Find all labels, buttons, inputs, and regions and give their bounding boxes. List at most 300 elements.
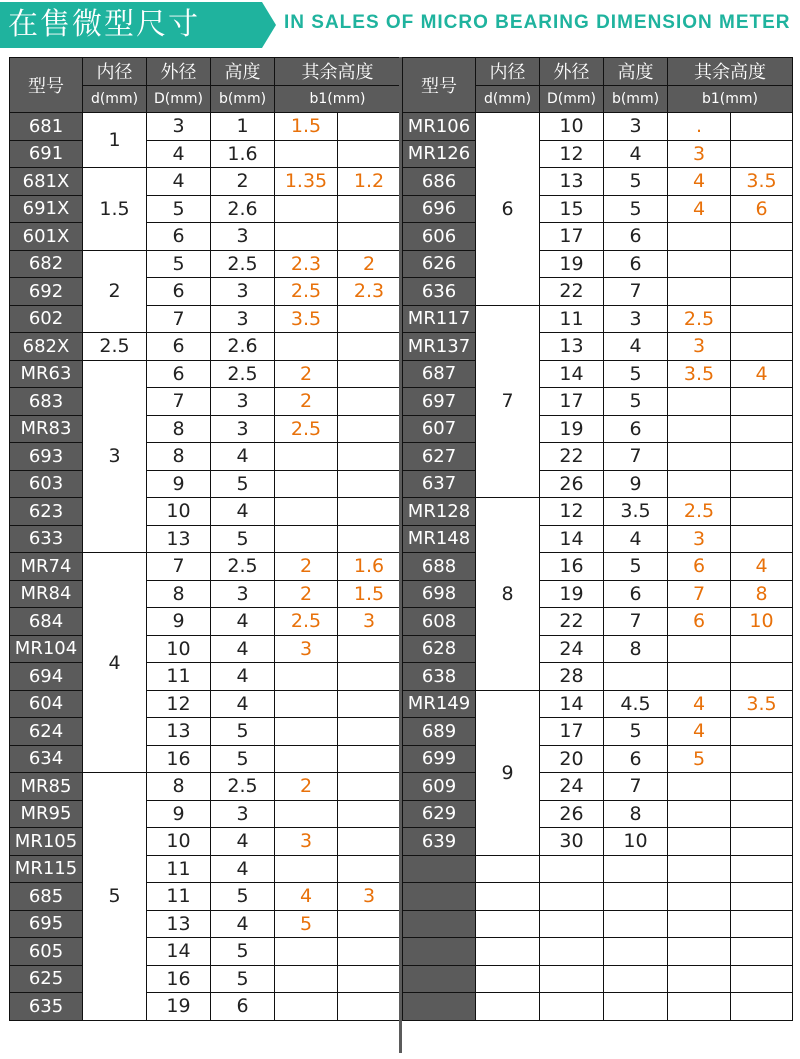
table-row (403, 360, 793, 388)
outer-diameter-cell: 5 (147, 195, 211, 223)
model-cell: 682 (10, 250, 83, 278)
left-bearing-table (9, 57, 401, 1021)
empty-cell (540, 910, 604, 938)
outer-diameter-cell: 16 (540, 553, 604, 581)
header-model: 型号 (10, 58, 83, 113)
inner-diameter-cell: 2.5 (83, 333, 147, 361)
width-cell: 3 (211, 278, 275, 306)
other-width-1-cell: 7 (668, 580, 731, 608)
table-row (10, 635, 401, 663)
empty-cell (476, 855, 540, 883)
outer-diameter-cell: 14 (147, 938, 211, 966)
model-cell: 686 (403, 168, 476, 196)
other-width-2-cell (338, 635, 401, 663)
width-cell: 3 (211, 223, 275, 251)
width-cell: 4 (211, 855, 275, 883)
empty-cell (476, 910, 540, 938)
width-cell: 2.6 (211, 333, 275, 361)
outer-diameter-cell: 11 (147, 883, 211, 911)
outer-diameter-cell: 10 (540, 113, 604, 141)
other-width-1-cell (275, 718, 338, 746)
other-width-1-cell: 2.3 (275, 250, 338, 278)
table-row (10, 168, 401, 196)
outer-diameter-cell: 19 (540, 580, 604, 608)
other-width-2-cell (338, 113, 401, 141)
other-width-2-cell: 3.5 (731, 168, 793, 196)
model-cell: MR149 (403, 690, 476, 718)
empty-row (403, 855, 793, 883)
width-cell: 7 (604, 443, 668, 471)
other-width-2-cell (338, 965, 401, 993)
width-cell: 5 (604, 360, 668, 388)
model-cell: 639 (403, 828, 476, 856)
other-width-2-cell (338, 745, 401, 773)
other-width-2-cell (338, 993, 401, 1021)
model-cell: 685 (10, 883, 83, 911)
other-width-1-cell: 3.5 (275, 305, 338, 333)
model-cell: MR105 (10, 828, 83, 856)
width-cell: 4 (211, 910, 275, 938)
other-width-2-cell (731, 498, 793, 526)
table-row (10, 470, 401, 498)
width-cell: 4 (211, 443, 275, 471)
model-cell: MR63 (10, 360, 83, 388)
table-row (403, 525, 793, 553)
empty-cell (604, 993, 668, 1021)
model-cell: MR74 (10, 553, 83, 581)
table-row (403, 745, 793, 773)
other-width-2-cell (731, 305, 793, 333)
table-row (10, 938, 401, 966)
table-row (403, 140, 793, 168)
other-width-2-cell (338, 855, 401, 883)
model-cell: 625 (10, 965, 83, 993)
other-width-1-cell (275, 333, 338, 361)
other-width-1-cell: 2 (275, 360, 338, 388)
outer-diameter-cell: 12 (147, 690, 211, 718)
inner-diameter-cell: 8 (476, 498, 540, 691)
outer-diameter-cell: 8 (147, 443, 211, 471)
model-cell: 634 (10, 745, 83, 773)
model-cell: MR128 (403, 498, 476, 526)
outer-diameter-cell: 6 (147, 333, 211, 361)
outer-diameter-cell: 26 (540, 470, 604, 498)
outer-diameter-cell: 7 (147, 305, 211, 333)
other-width-2-cell (338, 910, 401, 938)
outer-diameter-cell: 20 (540, 745, 604, 773)
width-cell: 3 (604, 113, 668, 141)
table-row (10, 388, 401, 416)
other-width-1-cell (668, 278, 731, 306)
width-cell (604, 663, 668, 691)
other-width-1-cell: 5 (668, 745, 731, 773)
model-cell: 681X (10, 168, 83, 196)
other-width-2-cell (731, 443, 793, 471)
table-row (403, 223, 793, 251)
outer-diameter-cell: 11 (147, 663, 211, 691)
model-cell: 603 (10, 470, 83, 498)
model-cell: 638 (403, 663, 476, 691)
model-cell: 693 (10, 443, 83, 471)
header-inner: 内径 (476, 58, 540, 86)
header-outer-unit: D(mm) (147, 85, 211, 113)
other-width-1-cell (275, 140, 338, 168)
other-width-1-cell: 2.5 (668, 498, 731, 526)
model-cell: MR115 (10, 855, 83, 883)
model-cell: 699 (403, 745, 476, 773)
header-outer: 外径 (540, 58, 604, 86)
header-row (403, 58, 793, 86)
outer-diameter-cell: 22 (540, 608, 604, 636)
table-row (10, 443, 401, 471)
header-row (10, 58, 401, 86)
outer-diameter-cell: 8 (147, 415, 211, 443)
table-row (10, 525, 401, 553)
empty-cell (668, 965, 731, 993)
table-row (403, 690, 793, 718)
empty-model-cell (403, 938, 476, 966)
width-cell: 4 (604, 525, 668, 553)
table-row (403, 828, 793, 856)
width-cell: 8 (604, 635, 668, 663)
other-width-2-cell (338, 525, 401, 553)
other-width-1-cell (668, 223, 731, 251)
width-cell: 5 (604, 553, 668, 581)
model-cell: 684 (10, 608, 83, 636)
width-cell: 4 (604, 140, 668, 168)
empty-cell (476, 883, 540, 911)
other-width-2-cell: 8 (731, 580, 793, 608)
table-row (10, 800, 401, 828)
outer-diameter-cell: 9 (147, 470, 211, 498)
model-cell: MR104 (10, 635, 83, 663)
model-cell: 695 (10, 910, 83, 938)
empty-cell (476, 993, 540, 1021)
table-row (403, 470, 793, 498)
outer-diameter-cell: 15 (540, 195, 604, 223)
width-cell: 3 (211, 388, 275, 416)
other-width-1-cell: 2 (275, 580, 338, 608)
outer-diameter-cell: 30 (540, 828, 604, 856)
other-width-1-cell: 2.5 (275, 608, 338, 636)
other-width-2-cell (731, 223, 793, 251)
other-width-1-cell: 6 (668, 608, 731, 636)
other-width-1-cell: 4 (668, 195, 731, 223)
inner-diameter-cell: 1 (83, 113, 147, 168)
header-height: 高度 (604, 58, 668, 86)
other-width-1-cell (275, 525, 338, 553)
other-width-2-cell: 2 (338, 250, 401, 278)
width-cell: 1 (211, 113, 275, 141)
model-cell: 691 (10, 140, 83, 168)
width-cell: 4 (211, 663, 275, 691)
width-cell: 7 (604, 608, 668, 636)
width-cell: 3 (211, 580, 275, 608)
empty-model-cell (403, 855, 476, 883)
model-cell: MR84 (10, 580, 83, 608)
table-row (403, 195, 793, 223)
width-cell: 4 (211, 498, 275, 526)
empty-model-cell (403, 883, 476, 911)
other-width-2-cell (731, 388, 793, 416)
table-row (10, 608, 401, 636)
other-width-2-cell (731, 470, 793, 498)
other-width-2-cell (731, 140, 793, 168)
model-cell: MR95 (10, 800, 83, 828)
model-cell: MR83 (10, 415, 83, 443)
model-cell: 682X (10, 333, 83, 361)
model-cell: 697 (403, 388, 476, 416)
table-row (10, 663, 401, 691)
bearing-table (9, 57, 401, 1021)
outer-diameter-cell: 12 (540, 498, 604, 526)
other-width-2-cell (731, 828, 793, 856)
empty-cell (731, 993, 793, 1021)
width-cell: 4 (604, 333, 668, 361)
table-row (10, 305, 401, 333)
header-inner: 内径 (83, 58, 147, 86)
other-width-1-cell (668, 663, 731, 691)
table-row (10, 415, 401, 443)
width-cell: 5 (604, 195, 668, 223)
other-width-1-cell: 2 (275, 388, 338, 416)
outer-diameter-cell: 8 (147, 773, 211, 801)
other-width-2-cell (731, 415, 793, 443)
other-width-1-cell (275, 663, 338, 691)
other-width-1-cell: 2.5 (275, 278, 338, 306)
other-width-2-cell (731, 525, 793, 553)
other-width-1-cell (275, 223, 338, 251)
outer-diameter-cell: 10 (147, 498, 211, 526)
empty-cell (731, 883, 793, 911)
model-cell: 626 (403, 250, 476, 278)
model-cell: 636 (403, 278, 476, 306)
model-cell: 692 (10, 278, 83, 306)
outer-diameter-cell: 19 (540, 250, 604, 278)
model-cell: MR137 (403, 333, 476, 361)
width-cell: 5 (211, 745, 275, 773)
table-row (10, 910, 401, 938)
table-row (10, 965, 401, 993)
width-cell: 6 (211, 993, 275, 1021)
other-width-1-cell: 2.5 (668, 305, 731, 333)
table-row (403, 580, 793, 608)
empty-cell (540, 965, 604, 993)
inner-diameter-cell: 6 (476, 113, 540, 306)
model-cell: 628 (403, 635, 476, 663)
table-row (403, 773, 793, 801)
model-cell: 633 (10, 525, 83, 553)
other-width-1-cell: 4 (668, 718, 731, 746)
model-cell: 608 (403, 608, 476, 636)
other-width-2-cell (338, 470, 401, 498)
outer-diameter-cell: 17 (540, 388, 604, 416)
other-width-2-cell (338, 415, 401, 443)
table-row (403, 608, 793, 636)
outer-diameter-cell: 17 (540, 718, 604, 746)
outer-diameter-cell: 13 (147, 718, 211, 746)
other-width-1-cell (668, 470, 731, 498)
banner-chinese-title: 在售微型尺寸 (0, 2, 262, 48)
header-outer-unit: D(mm) (540, 85, 604, 113)
empty-cell (540, 938, 604, 966)
table-row (403, 415, 793, 443)
inner-diameter-cell: 2 (83, 250, 147, 333)
table-row (10, 360, 401, 388)
model-cell: MR148 (403, 525, 476, 553)
model-cell: 691X (10, 195, 83, 223)
inner-diameter-cell: 5 (83, 773, 147, 1021)
table-row (10, 498, 401, 526)
table-row (10, 113, 401, 141)
width-cell: 4 (211, 690, 275, 718)
model-cell: MR126 (403, 140, 476, 168)
other-width-1-cell: 3.5 (668, 360, 731, 388)
width-cell: 6 (604, 250, 668, 278)
empty-row (403, 883, 793, 911)
table-row (403, 305, 793, 333)
model-cell: 601X (10, 223, 83, 251)
width-cell: 2.5 (211, 553, 275, 581)
empty-cell (540, 883, 604, 911)
other-width-1-cell (275, 195, 338, 223)
width-cell: 8 (604, 800, 668, 828)
other-width-2-cell (338, 718, 401, 746)
outer-diameter-cell: 16 (147, 965, 211, 993)
model-cell: 694 (10, 663, 83, 691)
banner-english-title: IN SALES OF MICRO BEARING DIMENSION METER (284, 12, 791, 33)
outer-diameter-cell: 3 (147, 113, 211, 141)
model-cell: 602 (10, 305, 83, 333)
outer-diameter-cell: 14 (540, 690, 604, 718)
empty-row (403, 993, 793, 1021)
width-cell: 3 (211, 305, 275, 333)
right-bearing-table (402, 57, 793, 1021)
empty-cell (731, 910, 793, 938)
table-row (403, 443, 793, 471)
other-width-2-cell: 4 (731, 553, 793, 581)
other-width-1-cell: 4 (668, 690, 731, 718)
other-width-2-cell (338, 800, 401, 828)
other-width-1-cell (668, 773, 731, 801)
width-cell: 3.5 (604, 498, 668, 526)
other-width-2-cell (338, 663, 401, 691)
empty-cell (668, 938, 731, 966)
header-outer: 外径 (147, 58, 211, 86)
model-cell: 681 (10, 113, 83, 141)
table-row (10, 580, 401, 608)
header-other: 其余高度 (275, 58, 401, 86)
table-row (10, 828, 401, 856)
table-row (403, 800, 793, 828)
outer-diameter-cell: 9 (147, 800, 211, 828)
table-row (403, 718, 793, 746)
empty-model-cell (403, 965, 476, 993)
other-width-2-cell (338, 388, 401, 416)
other-width-1-cell (668, 250, 731, 278)
other-width-1-cell: 6 (668, 553, 731, 581)
other-width-1-cell (275, 938, 338, 966)
empty-cell (476, 938, 540, 966)
table-row (403, 498, 793, 526)
outer-diameter-cell: 22 (540, 278, 604, 306)
other-width-1-cell (275, 993, 338, 1021)
outer-diameter-cell: 6 (147, 223, 211, 251)
outer-diameter-cell: 13 (540, 333, 604, 361)
width-cell: 9 (604, 470, 668, 498)
outer-diameter-cell: 14 (540, 360, 604, 388)
other-width-2-cell (338, 333, 401, 361)
other-width-1-cell (668, 635, 731, 663)
empty-row (403, 910, 793, 938)
table-row (403, 333, 793, 361)
other-width-2-cell (731, 800, 793, 828)
table-row (10, 773, 401, 801)
inner-diameter-cell: 3 (83, 360, 147, 553)
outer-diameter-cell: 11 (540, 305, 604, 333)
other-width-2-cell (338, 690, 401, 718)
inner-diameter-cell: 7 (476, 305, 540, 498)
other-width-1-cell: 3 (668, 140, 731, 168)
outer-diameter-cell: 19 (147, 993, 211, 1021)
table-row (10, 250, 401, 278)
other-width-1-cell (275, 855, 338, 883)
inner-diameter-cell: 1.5 (83, 168, 147, 251)
table-row (10, 553, 401, 581)
other-width-1-cell (668, 415, 731, 443)
other-width-1-cell: 3 (275, 635, 338, 663)
empty-cell (668, 855, 731, 883)
outer-diameter-cell: 7 (147, 553, 211, 581)
width-cell: 4 (211, 635, 275, 663)
width-cell: 2.5 (211, 250, 275, 278)
other-width-2-cell (731, 250, 793, 278)
empty-cell (604, 938, 668, 966)
empty-cell (731, 965, 793, 993)
model-cell: 604 (10, 690, 83, 718)
empty-cell (731, 938, 793, 966)
other-width-2-cell (731, 718, 793, 746)
other-width-1-cell (275, 498, 338, 526)
outer-diameter-cell: 10 (147, 635, 211, 663)
other-width-1-cell: 4 (668, 168, 731, 196)
outer-diameter-cell: 7 (147, 388, 211, 416)
outer-diameter-cell: 13 (147, 910, 211, 938)
bearing-table (402, 57, 793, 1021)
other-width-2-cell (338, 305, 401, 333)
inner-diameter-cell: 4 (83, 553, 147, 773)
width-cell: 2 (211, 168, 275, 196)
width-cell: 6 (604, 580, 668, 608)
width-cell: 6 (604, 223, 668, 251)
other-width-1-cell (275, 690, 338, 718)
empty-cell (540, 993, 604, 1021)
outer-diameter-cell: 6 (147, 360, 211, 388)
outer-diameter-cell: 16 (147, 745, 211, 773)
empty-cell (604, 965, 668, 993)
table-row (403, 663, 793, 691)
width-cell: 5 (211, 965, 275, 993)
empty-model-cell (403, 993, 476, 1021)
table-row (10, 718, 401, 746)
banner-arrow-icon (262, 2, 276, 48)
other-width-2-cell: 1.2 (338, 168, 401, 196)
empty-cell (604, 910, 668, 938)
table-row (10, 195, 401, 223)
width-cell: 5 (211, 470, 275, 498)
other-width-1-cell: 5 (275, 910, 338, 938)
other-width-2-cell (338, 828, 401, 856)
